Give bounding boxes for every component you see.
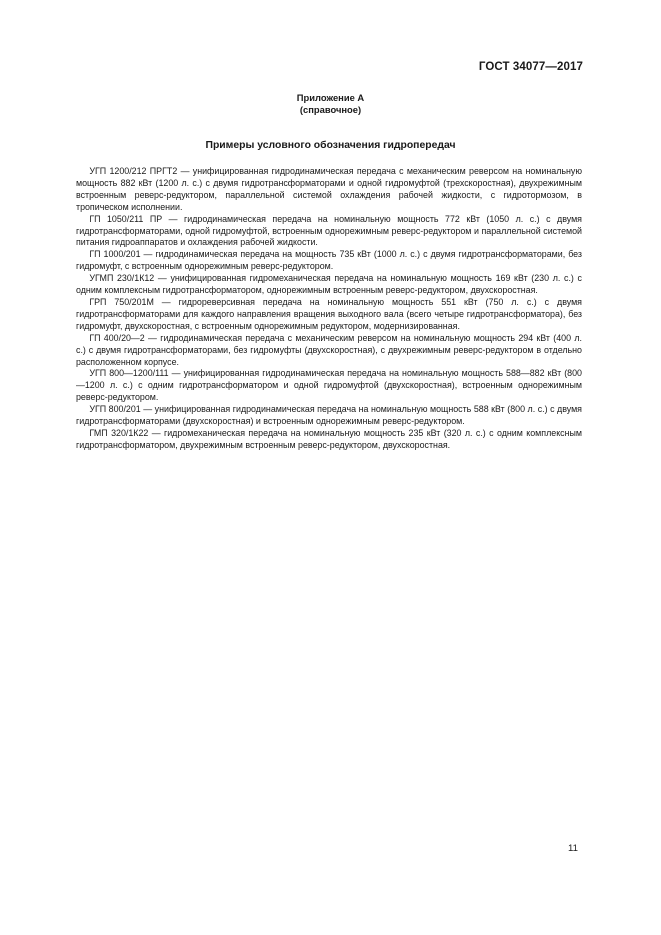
example-paragraph [76, 368, 582, 404]
example-text: ГП 400/20—2 — гидродинамическая передача с механическим реверсом на номинальную мощность 294 кВт (400 л. с.) с двумя гидротрансформаторами, без гидромуфты (двухскоростная), с двухрежимным реверс-редуктором в отдельно расположенном корпусе. [76, 332, 582, 367]
page-number: 11 [568, 843, 578, 854]
example-text: УГП 1200/212 ПРГТ2 — унифицированная гидродинамическая передача с механическим реверсом на номинальную мощность 882 кВт (1200 л. с.) с двумя гидротрансформаторами и одной гидромуфтой (трехскоростная), двухрежимным встроенным реверс-редуктором, параллельной системой охлаждения рабочей жидкости, с гидротормозом, в тропическом исполнении. [76, 166, 582, 212]
example-paragraph [76, 166, 582, 214]
example-text: ГМП 320/1К22 — гидромеханическая передача на номинальную мощность 235 кВт (320 л. с.) с одним комплексным гидротрансформатором, двухрежимным встроенным реверс-редуктором, двухскоростная. [76, 427, 582, 450]
example-paragraph [76, 214, 582, 250]
example-text: УГП 800/201 — унифицированная гидродинамическая передача на номинальную мощность 588 кВт (800 л. с.) с двумя гидротрансформаторами (двухскоростная) и встроенным однорежимным реверс-редуктором. [76, 404, 582, 427]
example-paragraph [76, 273, 582, 297]
designation-examples [76, 166, 582, 452]
document-code: ГОСТ 34077—2017 [478, 61, 583, 73]
example-paragraph [76, 249, 582, 273]
example-paragraph [76, 297, 582, 333]
appendix-title: Приложение А [296, 92, 365, 103]
example-text: УГМП 230/1К12 — унифицированная гидромеханическая передача на номинальную мощность 169 кВт (230 л. с.) с одним комплексным гидротрансформатором, однорежимным встроенным реверс-редуктором, двухскоростная. [76, 273, 582, 296]
example-text: ГП 1000/201 — гидродинамическая передача на мощность 735 кВт (1000 л. с.) с двумя гидротрансформаторами, без гидромуфт, с встроенным однорежимным реверс-редуктором. [76, 249, 582, 272]
appendix-subtitle: (справочное) [299, 104, 362, 115]
example-text: ГРП 750/201М — гидрореверсивная передача на номинальную мощность 551 кВт (750 л. с.) с двумя гидротрансформаторами для каждого направления вращения выходного вала (всего четыре гидротрансформатора), без гидромуфт, двухскоростная, с встроенным однорежимным редуктором, модернизированная. [76, 296, 582, 331]
example-paragraph [76, 333, 582, 369]
example-text: ГП 1050/211 ПР — гидродинамическая передача на номинальную мощность 772 кВт (1050 л. с.) с двумя гидротрансформаторами, одной гидромуфтой, встроенным однорежимным реверс-редуктором и параллельной системой питания гидроаппаратов и охлаждения рабочей жидкости. [76, 213, 582, 248]
example-text: УГП 800—1200/111 — унифицированная гидродинамическая передача на номинальную мощность 588—882 кВт (800—1200 л. с.) с одним гидротрансформатором и одной гидромуфтой (двухскоростная), встроенным однорежимным реверс-редуктором. [76, 368, 582, 403]
example-paragraph [76, 404, 582, 428]
example-paragraph [76, 428, 582, 452]
section-title: Примеры условного обозначения гидропередач [205, 140, 456, 151]
appendix-heading [0, 92, 661, 116]
